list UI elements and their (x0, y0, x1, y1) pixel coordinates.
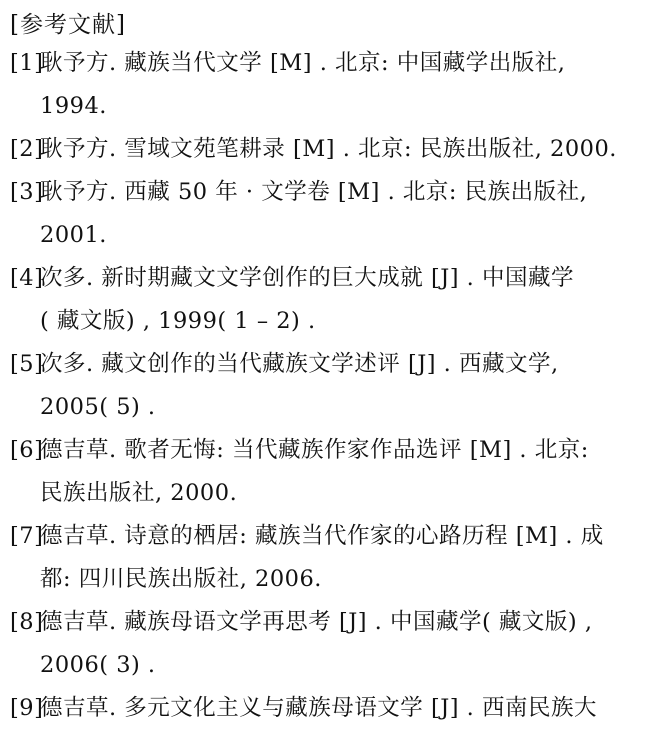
reference-number: [1] (10, 50, 44, 76)
reference-number: [9] (10, 695, 44, 721)
reference-number: [3] (10, 179, 44, 205)
reference-text: 德吉草. 多元文化主义与藏族母语文学 [J] . 西南民族大 (40, 695, 597, 721)
reference-number: [4] (10, 265, 44, 291)
reference-text: 耿予方. 西藏 50 年 · 文学卷 [M] . 北京: 民族出版社, (40, 179, 588, 205)
reference-list (10, 42, 646, 730)
reference-text: 耿予方. 藏族当代文学 [M] . 北京: 中国藏学出版社, (40, 50, 566, 76)
reference-text-continued: 都: 四川民族出版社, 2006. (40, 566, 322, 592)
reference-text: 次多. 藏文创作的当代藏族文学述评 [J] . 西藏文学, (40, 351, 559, 377)
reference-text-continued: ( 藏文版) , 1999( 1 – 2) . (40, 308, 316, 334)
reference-item (10, 128, 646, 171)
reference-item (10, 429, 646, 515)
reference-text-continued: 2005( 5) . (40, 394, 156, 420)
references-heading: [参考文献] (10, 12, 126, 38)
reference-number: [2] (10, 136, 44, 162)
reference-item (10, 42, 646, 128)
reference-text: 德吉草. 诗意的栖居: 藏族当代作家的心路历程 [M] . 成 (40, 523, 604, 549)
reference-number: [5] (10, 351, 44, 377)
reference-text-continued: 1994. (40, 93, 107, 119)
reference-text-continued: 民族出版社, 2000. (40, 480, 238, 506)
reference-text-continued: 2001. (40, 222, 107, 248)
reference-number: [8] (10, 609, 44, 635)
reference-text-continued: 2006( 3) . (40, 652, 156, 678)
reference-text: 耿予方. 雪域文苑笔耕录 [M] . 北京: 民族出版社, 2000. (40, 136, 617, 162)
reference-item (10, 601, 646, 687)
reference-number: [7] (10, 523, 44, 549)
reference-text: 德吉草. 藏族母语文学再思考 [J] . 中国藏学( 藏文版) , (40, 609, 593, 635)
reference-item (10, 171, 646, 257)
reference-item (10, 687, 646, 730)
reference-text: 次多. 新时期藏文文学创作的巨大成就 [J] . 中国藏学 (40, 265, 574, 291)
reference-item (10, 515, 646, 601)
reference-item (10, 343, 646, 429)
reference-number: [6] (10, 437, 44, 463)
reference-item (10, 257, 646, 343)
reference-text: 德吉草. 歌者无悔: 当代藏族作家作品选评 [M] . 北京: (40, 437, 589, 463)
